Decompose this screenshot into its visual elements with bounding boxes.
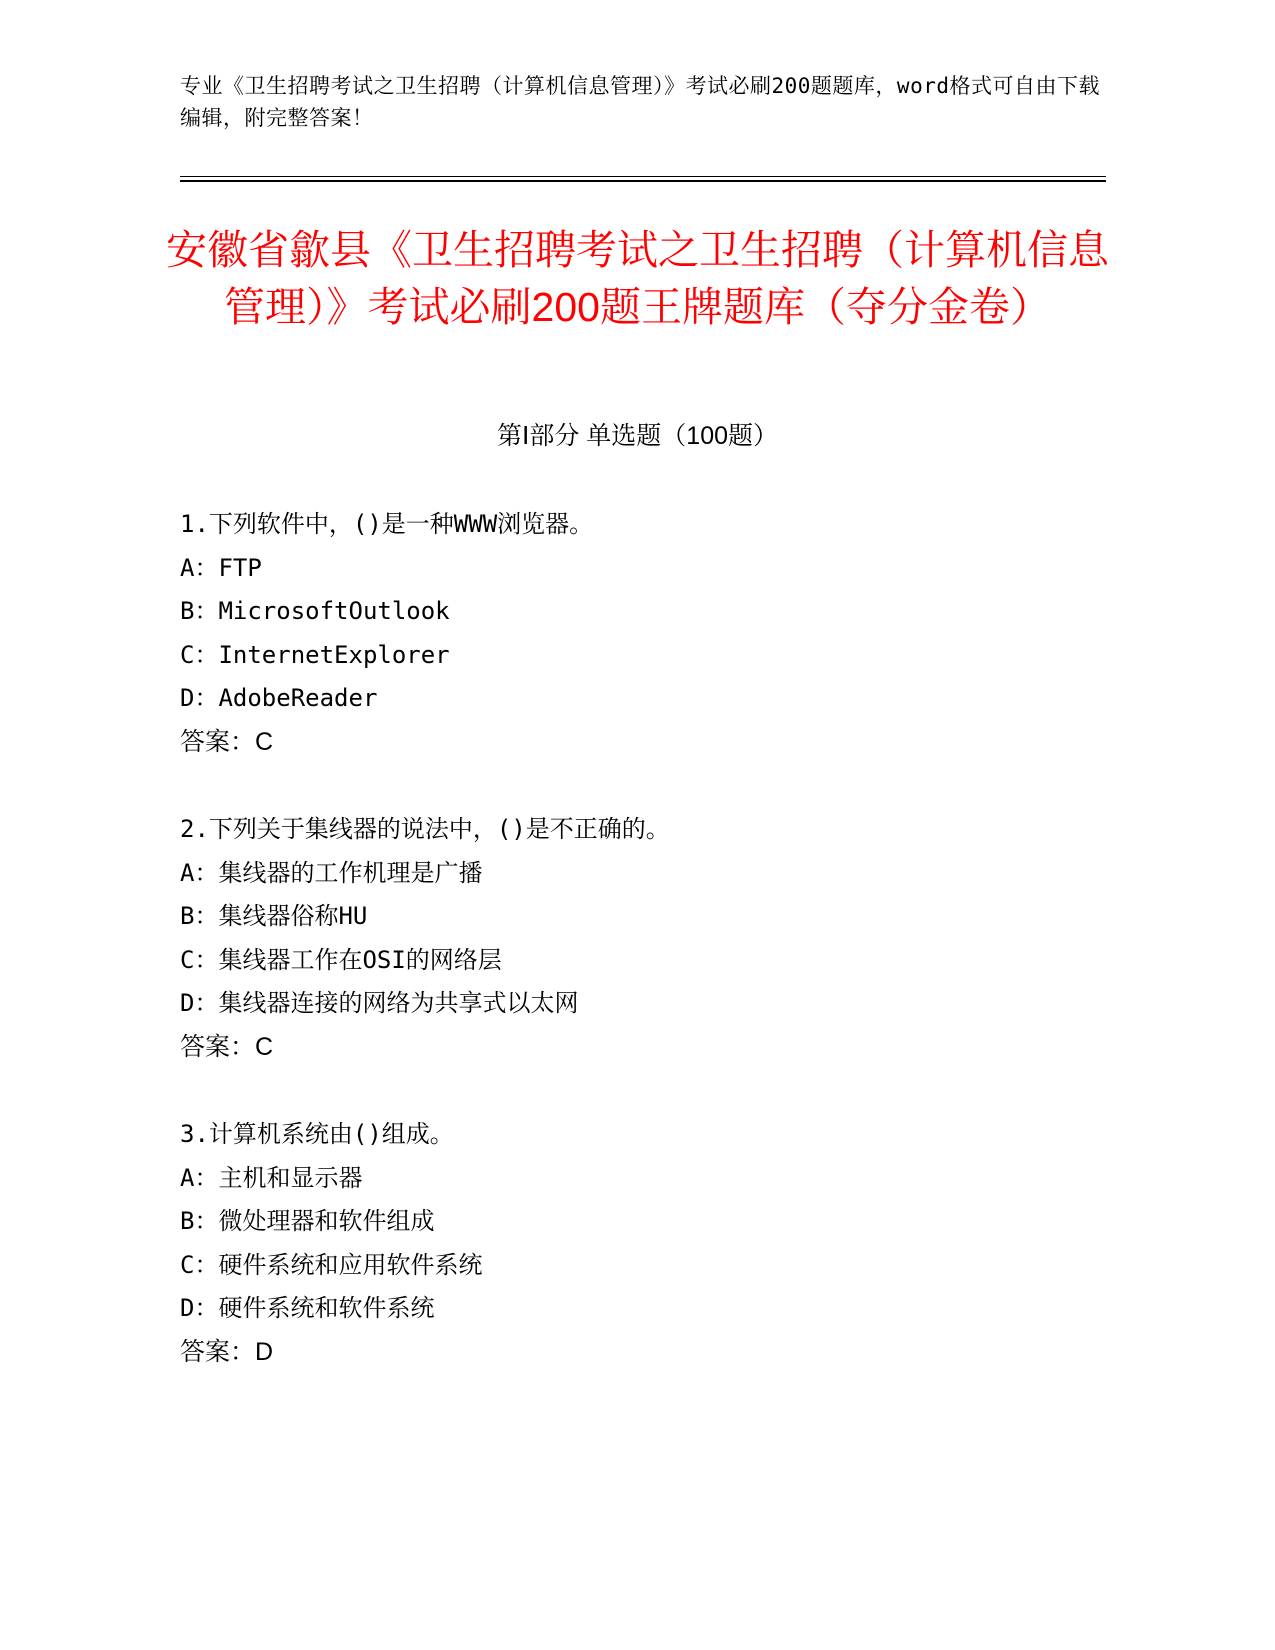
answer-line: 答案：C [180,1032,274,1061]
answer-line: 答案：D [180,1337,274,1366]
option-a: A：FTP [180,553,262,582]
question-block [180,1116,1120,1378]
option-c: C：硬件系统和应用软件系统 [180,1250,483,1279]
question-stem: 2.下列关于集线器的说法中，()是不正确的。 [180,815,670,843]
option-d: D：AdobeReader [180,684,378,713]
option-a: A：集线器的工作机理是广播 [180,858,483,887]
question-stem: 3.计算机系统由()组成。 [180,1120,454,1148]
header-note: 专业《卫生招聘考试之卫生招聘（计算机信息管理）》考试必刷200题题库，word格式可自由下载编辑，附完整答案！ [180,74,1100,130]
question-stem: 1.下列软件中，()是一种WWW浏览器。 [180,510,594,538]
section-heading: 第Ⅰ部分 单选题（100题） [496,422,779,450]
option-a: A：主机和显示器 [180,1163,363,1192]
header-divider-thin [180,176,1106,177]
question-block [180,506,1120,768]
option-c: C：集线器工作在OSI的网络层 [180,945,502,974]
header-divider-thick [180,180,1106,182]
question-block [180,811,1120,1073]
option-d: D：硬件系统和软件系统 [180,1294,435,1323]
option-c: C：InternetExplorer [180,640,450,669]
document-title: 安徽省歙县《卫生招聘考试之卫生招聘（计算机信息管理）》考试必刷200题王牌题库（夺分金卷） [166,227,1109,330]
option-b: B：微处理器和软件组成 [180,1207,435,1236]
answer-line: 答案：C [180,727,274,756]
option-b: B：MicrosoftOutlook [180,597,450,626]
option-b: B：集线器俗称HU [180,902,368,931]
option-d: D：集线器连接的网络为共享式以太网 [180,989,579,1018]
